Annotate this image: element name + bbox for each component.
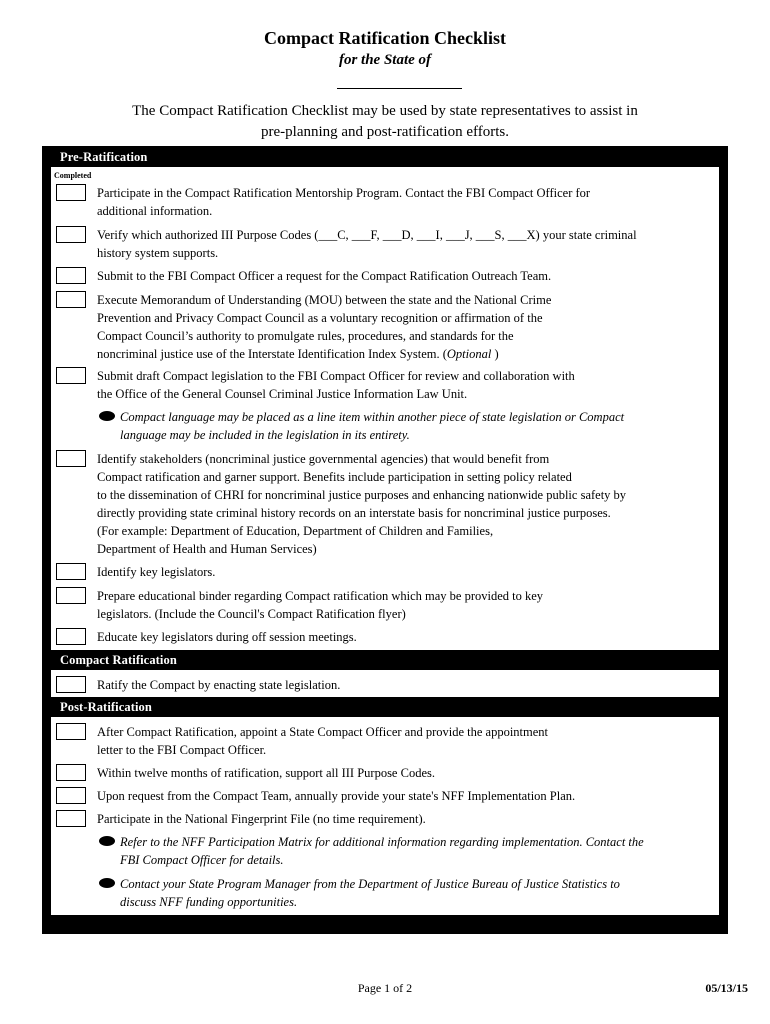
item-key-legislators <box>97 563 215 581</box>
item-line: the Office of the General Counsel Criminal Justice Information Law Unit. <box>97 387 468 401</box>
checkbox-appoint-officer[interactable] <box>56 723 86 740</box>
item-line: After Compact Ratification, appoint a State Compact Officer and provide the appointment <box>97 725 549 739</box>
note-nff-funding <box>120 875 620 911</box>
page-number: Page 1 of 2 <box>357 981 413 995</box>
checkbox-key-legislators[interactable] <box>56 563 86 580</box>
note-line: Contact your State Program Manager from the Department of Justice Bureau of Justice Statistics to <box>120 877 620 891</box>
note-line: Compact language may be placed as a line item within another piece of state legislation or Compact <box>120 410 625 424</box>
item-nff-participation <box>97 810 426 828</box>
item-line: Prevention and Privacy Compact Council as a voluntary recognition or affirmation of the <box>97 311 543 325</box>
optional-close: ) <box>491 347 499 361</box>
item-line: Compact ratification and garner support. Benefits include participation in setting policy related <box>97 470 572 484</box>
document-date: 05/13/15 <box>705 981 748 995</box>
item-line: additional information. <box>97 204 213 218</box>
checkbox-purpose-codes[interactable] <box>56 226 86 243</box>
item-appoint-officer <box>97 723 548 759</box>
intro-line: pre-planning and post-ratification efforts. <box>261 124 509 140</box>
checkbox-nff-participation[interactable] <box>56 810 86 827</box>
state-name-blank[interactable] <box>337 88 462 89</box>
item-line: Submit draft Compact legislation to the FBI Compact Officer for review and collaboration with <box>97 369 575 383</box>
note-compact-language <box>120 408 624 444</box>
item-ratify <box>97 676 340 694</box>
item-line: Participate in the National Fingerprint File (no time requirement). <box>97 812 426 826</box>
item-line: (For example: Department of Education, Department of Children and Families, <box>97 524 494 538</box>
page-title: Compact Ratification Checklist <box>264 28 506 48</box>
checkbox-support-codes[interactable] <box>56 764 86 781</box>
checkbox-ratify[interactable] <box>56 676 86 693</box>
completed-label: Completed <box>54 171 92 180</box>
note-line: language may be included in the legislation in its entirety. <box>120 428 410 442</box>
item-line <box>97 345 551 363</box>
item-line: Identify key legislators. <box>97 565 216 579</box>
note-line: Refer to the NFF Participation Matrix for additional information regarding implementation. Contact the <box>120 835 644 849</box>
item-line: Identify stakeholders (noncriminal justice governmental agencies) that would benefit from <box>97 452 550 466</box>
item-line: letter to the FBI Compact Officer. <box>97 743 267 757</box>
checkbox-nff-plan[interactable] <box>56 787 86 804</box>
item-line: Educate key legislators during off session meetings. <box>97 630 357 644</box>
item-line: Participate in the Compact Ratification Mentorship Program. Contact the FBI Compact Officer for <box>97 186 591 200</box>
intro-line: The Compact Ratification Checklist may be used by state representatives to assist in <box>132 103 638 119</box>
item-stakeholders <box>97 450 626 558</box>
note-line: discuss NFF funding opportunities. <box>120 895 298 909</box>
item-purpose-codes <box>97 226 637 262</box>
item-line: Compact Council’s authority to promulgate rules, procedures, and standards for the <box>97 329 514 343</box>
item-line-text: noncriminal justice use of the Interstate Identification Index System. ( <box>97 347 447 361</box>
checkbox-mentorship[interactable] <box>56 184 86 201</box>
checkbox-outreach-team[interactable] <box>56 267 86 284</box>
checkbox-educate-legislators[interactable] <box>56 628 86 645</box>
note-nff-matrix <box>120 833 644 869</box>
item-line: directly providing state criminal history records on an interstate basis for noncriminal justice purposes. <box>97 506 611 520</box>
item-line: Prepare educational binder regarding Compact ratification which may be provided to key <box>97 589 544 603</box>
checkbox-draft-legislation[interactable] <box>56 367 86 384</box>
item-nff-plan <box>97 787 575 805</box>
section-header-pre-ratification: Pre-Ratification <box>60 150 148 164</box>
bullet-icon <box>99 836 115 846</box>
item-line: to the dissemination of CHRI for noncriminal justice purposes and enhancing nationwide public safety by <box>97 488 627 502</box>
checkbox-mou[interactable] <box>56 291 86 308</box>
item-educate-legislators <box>97 628 357 646</box>
note-line: FBI Compact Officer for details. <box>120 853 284 867</box>
bullet-icon <box>99 411 115 421</box>
item-line: Verify which authorized III Purpose Codes (___C, ___F, ___D, ___I, ___J, ___S, ___X) your state criminal <box>97 228 637 242</box>
item-line: Ratify the Compact by enacting state legislation. <box>97 678 341 692</box>
item-line: Upon request from the Compact Team, annually provide your state's NFF Implementation Plan. <box>97 789 576 803</box>
item-line: Submit to the FBI Compact Officer a request for the Compact Ratification Outreach Team. <box>97 269 552 283</box>
page-subtitle: for the State of <box>338 52 432 68</box>
item-line: Department of Health and Human Services) <box>97 542 317 556</box>
checkbox-educational-binder[interactable] <box>56 587 86 604</box>
item-draft-legislation <box>97 367 575 403</box>
section-header-compact-ratification: Compact Ratification <box>60 653 177 667</box>
intro-text <box>60 101 710 143</box>
item-line: Within twelve months of ratification, support all III Purpose Codes. <box>97 766 435 780</box>
optional-label: Optional <box>446 347 492 361</box>
item-line: history system supports. <box>97 246 219 260</box>
item-outreach-team <box>97 267 551 285</box>
checkbox-stakeholders[interactable] <box>56 450 86 467</box>
item-educational-binder <box>97 587 543 623</box>
section-header-post-ratification: Post-Ratification <box>60 700 152 714</box>
item-support-codes <box>97 764 435 782</box>
item-line: legislators. (Include the Council's Compact Ratification flyer) <box>97 607 406 621</box>
item-mou <box>97 291 551 363</box>
item-line: Execute Memorandum of Understanding (MOU) between the state and the National Crime <box>97 293 552 307</box>
item-mentorship <box>97 184 590 220</box>
bullet-icon <box>99 878 115 888</box>
